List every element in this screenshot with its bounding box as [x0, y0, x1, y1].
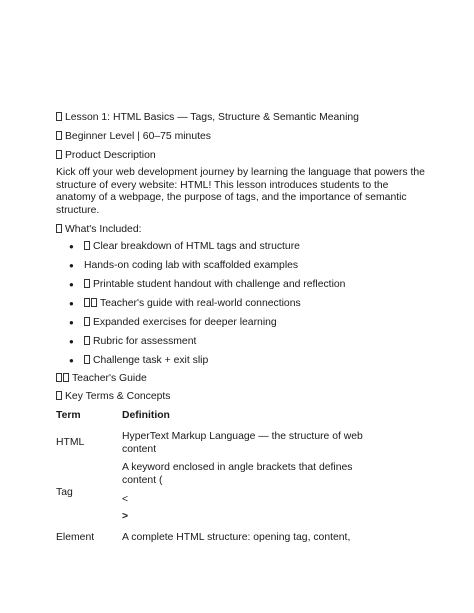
whats-included-heading: What's Included:: [65, 224, 142, 235]
missing-glyph-icon: [56, 391, 62, 400]
product-heading-line: [56, 149, 156, 162]
missing-glyph-icon: [56, 373, 62, 382]
bullet-icon: ●: [69, 318, 74, 327]
missing-glyph-icon: [56, 224, 62, 233]
table-cell-term: Element: [56, 532, 95, 543]
missing-glyph-icon: [84, 336, 90, 345]
table-cell-definition: A complete HTML structure: opening tag, content,: [122, 532, 351, 543]
table-cell-term: Tag: [56, 487, 73, 498]
missing-glyph-icon: [63, 373, 69, 382]
level-line: [56, 130, 211, 143]
product-heading: Product Description: [65, 150, 156, 161]
bullet-icon: ●: [69, 261, 74, 270]
list-item: ● Rubric for assessment: [69, 336, 197, 347]
list-item: ● Clear breakdown of HTML tags and structure: [69, 241, 300, 252]
bullet-icon: ●: [69, 280, 74, 289]
table-cell-definition-extra: <: [122, 494, 129, 505]
missing-glyph-icon: [56, 150, 62, 159]
list-item: ● Hands-on coding lab with scaffolded examples: [69, 260, 299, 271]
bullet-icon: ●: [69, 356, 74, 365]
bullet-icon: ●: [69, 242, 74, 251]
list-item: ● Challenge task + exit slip: [69, 355, 209, 366]
bullet-icon: ●: [69, 299, 74, 308]
table-header-definition: Definition: [122, 410, 170, 421]
missing-glyph-icon: [84, 298, 90, 307]
whats-included-line: [56, 223, 142, 236]
lesson-title: Lesson 1: HTML Basics — Tags, Structure & Semantic Meaning: [65, 112, 359, 123]
missing-glyph-icon: [84, 279, 90, 288]
missing-glyph-icon: [91, 298, 97, 307]
included-list: [56, 240, 436, 373]
bullet-icon: ●: [69, 337, 74, 346]
key-terms-line: [56, 390, 171, 403]
missing-glyph-icon: [84, 317, 90, 326]
description-paragraph: Kick off your web development journey by learning the language that powers the structure of every website: HTML! This lesson introduces students to the anatomy of a webpage, the purpose of tags, and the importance of semantic structure.: [56, 167, 425, 216]
missing-glyph-icon: [84, 241, 90, 250]
list-item: ● Expanded exercises for deeper learning: [69, 317, 277, 328]
missing-glyph-icon: [56, 112, 62, 121]
list-item: ● Printable student handout with challenge and reflection: [69, 279, 346, 290]
missing-glyph-icon: [84, 355, 90, 364]
level-text: Beginner Level | 60–75 minutes: [65, 131, 211, 142]
table-cell-definition: HyperText Markup Language — the structure of web content: [122, 431, 363, 455]
lesson-title-line: [56, 111, 359, 124]
key-terms-heading: Key Terms & Concepts: [65, 391, 171, 402]
teachers-guide-line: [56, 372, 147, 385]
table-cell-term: HTML: [56, 437, 85, 448]
table-cell-definition-extra: >: [122, 511, 129, 522]
list-item: ● Teacher's guide with real-world connections: [69, 298, 301, 309]
table-header-term: Term: [56, 410, 81, 421]
table-cell-definition: A keyword enclosed in angle brackets that defines content (: [122, 462, 353, 486]
missing-glyph-icon: [56, 131, 62, 140]
teachers-guide-heading: Teacher's Guide: [72, 373, 147, 384]
